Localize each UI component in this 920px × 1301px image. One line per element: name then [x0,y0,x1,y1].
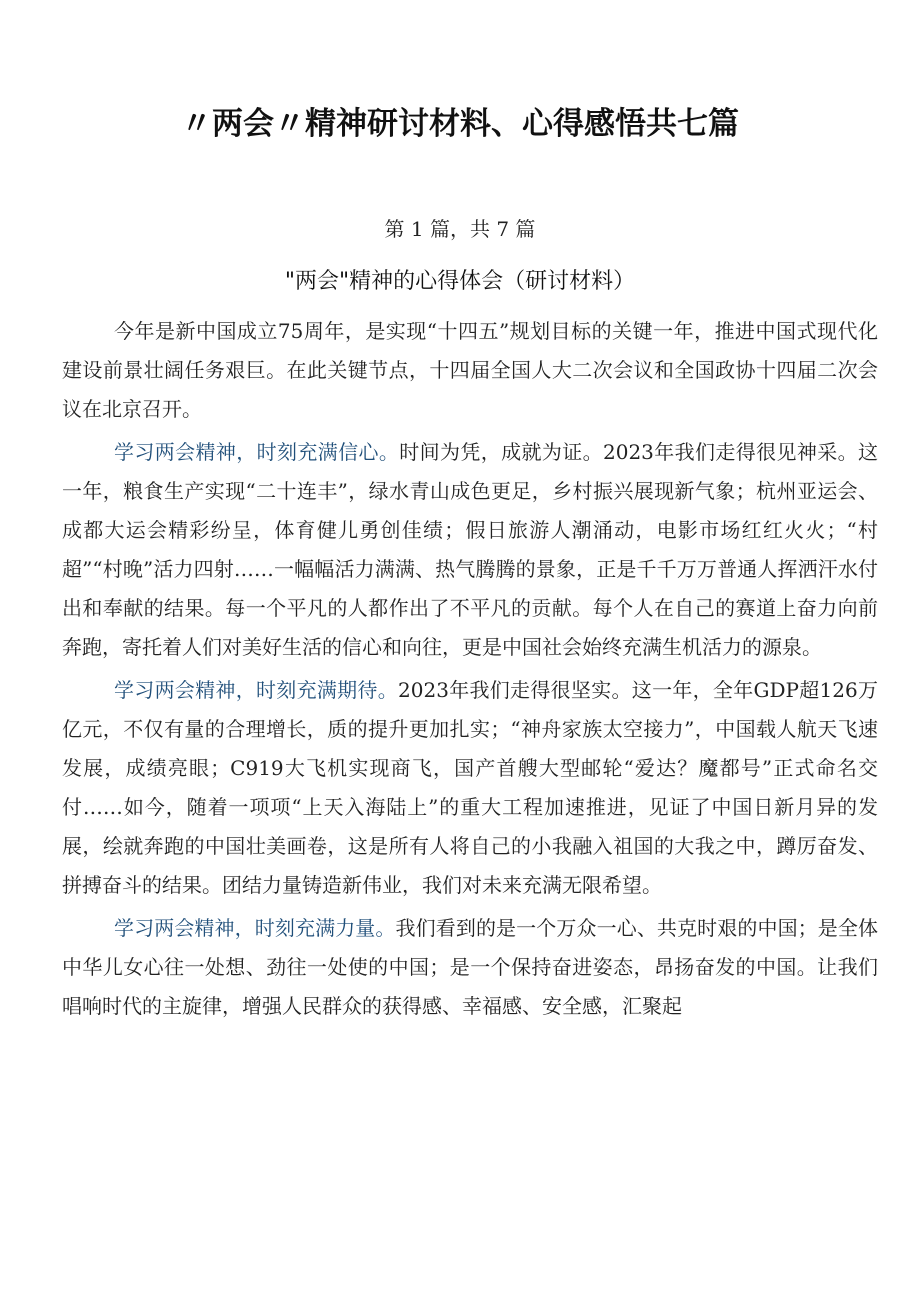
paragraph-text: 我们看到的是一个万众一心、共克时艰的中国；是全体中华儿女心往一处想、劲往一处使的中国；是一个保持奋进姿态，昂扬奋发的中国。让我们唱响时代的主旋律，增强人民群众的获得感、幸福感、安全感，汇聚起 [62,916,879,1018]
paragraph-lead: 学习两会精神，时刻充满信心。 [114,440,400,464]
paragraph-strength [62,909,878,1026]
section-heading: "两会"精神的心得体会（研讨材料） [284,269,636,294]
document-title: 〃两会〃精神研讨材料、心得感悟共七篇 [181,106,739,142]
document-body [62,312,878,1026]
paragraph-text: 时间为凭，成就为证。2023年我们走得很见神采。这一年，粮食生产实现“二十连丰”，绿水青山成色更足，乡村振兴展现新气象；杭州亚运会、成都大运会精彩纷呈，体育健儿勇创佳绩；假日旅游人潮涌动，电影市场红红火火；“村超”“村晚”活力四射……一幅幅活力满满、热气腾腾的景象，正是千千万万普通人挥洒汗水付出和奉献的结果。每一个平凡的人都作出了不平凡的贡献。每个人在自己的赛道上奋力向前奔跑，寄托着人们对美好生活的信心和向往，更是中国社会始终充满生机活力的源泉。 [62,440,879,659]
paragraph-lead: 学习两会精神，时刻充满期待。 [114,678,399,702]
paragraph-confidence [62,433,878,667]
paragraph-expectation [62,671,878,905]
paragraph-lead: 学习两会精神，时刻充满力量。 [114,916,396,940]
paragraph-text: 2023年我们走得很坚实。这一年，全年GDP超126万亿元，不仅有量的合理增长，质的提升更加扎实；“神舟家族太空接力”，中国载人航天飞速发展，成绩亮眼；C919大飞机实现商飞，国产首艘大型邮轮“爱达？魔都号”正式命名交付……如今，随着一项项“上天入海陆上”的重大工程加速推进，见证了中国日新月异的发展，绘就奔跑的中国壮美画卷，这是所有人将自己的小我融入祖国的大我之中，蹲厉奋发、拼搏奋斗的结果。团结力量铸造新伟业，我们对未来充满无限希望。 [62,678,878,897]
part-counter: 第 1 篇，共 7 篇 [384,217,536,241]
paragraph-intro [62,312,878,429]
paragraph-text: 今年是新中国成立75周年，是实现“十四五”规划目标的关键一年，推进中国式现代化建设前景壮阔任务艰巨。在此关键节点，十四届全国人大二次会议和全国政协十四届二次会议在北京召开。 [62,319,878,421]
